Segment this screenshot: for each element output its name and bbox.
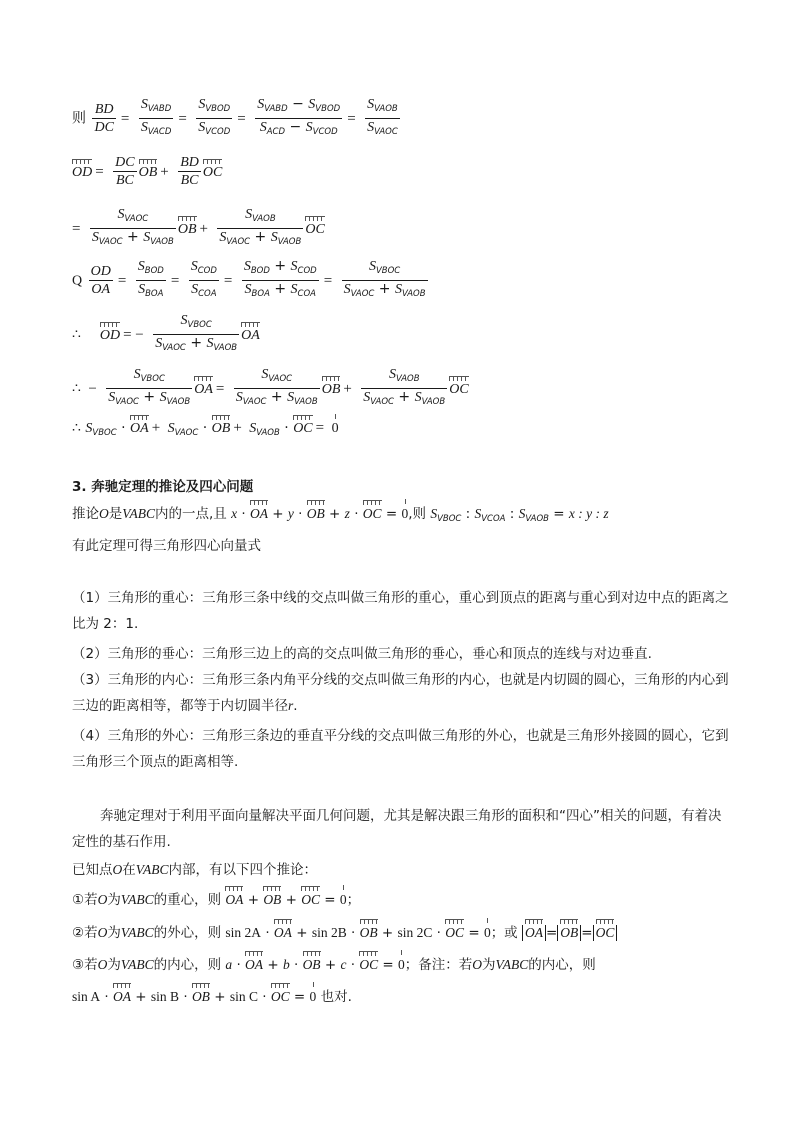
item-centroid: （1）三角形的重心：三角形三条中线的交点叫做三角形的重心，重心到顶点的距离与重心到对边中点的距离之比为 2：1. [72, 590, 729, 632]
derivation-line-2: OD = $\frac{DC}{BC}$ OB + $\frac{BD}{BC}$ OC [72, 155, 223, 188]
fraction-bd-dc: $\frac{BD}{DC}$ [94, 102, 114, 135]
derivation-line-1: 则 $\frac{BD}{DC}$ = $\frac{S_{VABD}}{S_{VACD}}$ = $\frac{S_{VBOD}}{S_{VCOD}}$ = $\frac{S_{VABD} - S_{VBOD}}{S_{ACD} - S_{VCOD}}$ = $\frac{S_{VAOB}}{S_{VAOC}}$ [72, 96, 402, 141]
derivation-line-5: ∴ OD = − $\frac{S_{VBOC}}{S_{VAOC} + S_{VAOB}}$ OA [72, 312, 260, 357]
item-incenter: （3）三角形的内心：三角形三条内角平分线的交点叫做三角形的内心，也就是内切圆的圆心，三角形的内心到三边的距离相等，都等于内切圆半径r. [72, 672, 729, 714]
closing-paragraph: 奔驰定理对于利用平面向量解决平面几何问题，尤其是解决跟三角形的面积和“四心”相关的问题，有着决定性的基石作用. [72, 808, 722, 850]
fraction-coef-ob: $\frac{S_{VAOC}}{S_{VAOC} + S_{VAOB}}$ [91, 207, 174, 247]
fraction-cod-coa: $\frac{S_{COD}}{S_{COA}}$ [190, 259, 217, 299]
therefore-symbol: ∴ [72, 327, 81, 343]
fraction-sboc: $\frac{S_{VBOC}}{S_{VAOC} + S_{VAOB}}$ [343, 259, 426, 299]
derivation-line-3: = $\frac{S_{VAOC}}{S_{VAOC} + S_{VAOB}}$ OB + $\frac{S_{VAOB}}{S_{VAOC} + S_{VAOB}}$ OC [72, 206, 325, 251]
fraction-sabd-sacd: $\frac{S_{VABD}}{S_{VACD}}$ [140, 97, 172, 137]
fraction-neg-coef: $\frac{S_{VBOC}}{S_{VAOC} + S_{VAOB}}$ [155, 313, 238, 353]
fraction-dc-bc: $\frac{DC}{BC}$ [115, 155, 135, 188]
fraction-bd-bc: $\frac{BD}{BC}$ [180, 155, 199, 188]
fraction-l6-c: $\frac{S_{VAOB}}{S_{VAOC} + S_{VAOB}}$ [363, 367, 446, 407]
item-circumcenter: （4）三角形的外心：三角形三条边的垂直平分线的交点叫做三角形的外心，也就是三角形外接圆的圆心，它到三角形三个顶点的距离相等. [72, 728, 729, 770]
fraction-sbod-scod: $\frac{S_{VBOD}}{S_{VCOD}}$ [198, 97, 231, 137]
fraction-bod-boa: $\frac{S_{BOD}}{S_{BOA}}$ [137, 259, 164, 299]
conclusion-1: ①若O为VABC的重心，则 OA + OB + OC = 0； [72, 892, 361, 908]
fraction-l6-b: $\frac{S_{VAOC}}{S_{VAOC} + S_{VAOB}}$ [235, 367, 318, 407]
four-centers-intro: 有此定理可得三角形四心向量式 [72, 538, 261, 554]
vector-oc: OC [203, 163, 222, 183]
vector-od: OD [72, 163, 92, 183]
fraction-coef-oc: $\frac{S_{VAOB}}{S_{VAOC} + S_{VAOB}}$ [219, 207, 302, 247]
derivation-line-6: ∴ − $\frac{S_{VBOC}}{S_{VAOC} + S_{VAOB}}$ OA = $\frac{S_{VAOC}}{S_{VAOC} + S_{VAOB}}$ OB + $\frac{S_{VAOB}}{S_{VAOC} + S_{VAOB}}$ OC [72, 366, 469, 411]
derivation-line-4: Q $\frac{OD}{OA}$ = $\frac{S_{BOD}}{S_{BOA}}$ = $\frac{S_{COD}}{S_{COA}}$ = $\frac{S_{BOD} + S_{COD}}{S_{BOA} + S_{COA}}$ = $\frac{S_{VBOC}}{S_{VAOC} + S_{VAOB}}$ [72, 258, 430, 303]
fraction-l6-a: $\frac{S_{VBOC}}{S_{VAOC} + S_{VAOB}}$ [108, 367, 191, 407]
then-text: 则 [72, 110, 86, 127]
known-line: 已知点O在VABC内部，有以下四个推论： [72, 862, 317, 878]
vector-ob: OB [139, 163, 158, 183]
fraction-sum-ratio: $\frac{S_{BOD} + S_{COD}}{S_{BOA} + S_{COA}}$ [243, 258, 317, 299]
zero-vector: 0 [332, 419, 339, 439]
fraction-difference: $\frac{S_{VABD} - S_{VBOD}}{S_{ACD} - S_{VCOD}}$ [257, 96, 341, 137]
because-symbol: Q [72, 273, 83, 289]
section-3-heading: 3. 奔驰定理的推论及四心问题 [72, 479, 254, 495]
conclusion-3: ③若O为VABC的内心，则 a · OA + b · OB + c · OC = 0；备注：若O为VABC的内心，则 [72, 957, 596, 973]
item-orthocenter: （2）三角形的垂心：三角形三边上的高的交点叫做三角形的垂心，垂心和顶点的连线与对边垂直. [72, 646, 652, 662]
conclusion-3-continued: sin A · OA + sin B · OB + sin C · OC = 0 也对. [72, 989, 352, 1005]
fraction-saob-saoc: $\frac{S_{VAOB}}{S_{VAOC}}$ [367, 97, 398, 137]
conclusion-2: ②若O为VABC的外心，则 sin 2A · OA + sin 2B · OB + sin 2C · OC = 0；或 OA = OB = OC [72, 923, 617, 943]
corollary-line: 推论O是VABC内的一点,且 x · OA + y · OB + z · OC = 0,则 $S_{VBOC}$ : $S_{VCOA}$ : $S_{VAOB} = x$ : y : z [72, 506, 609, 524]
fraction-od-oa: $\frac{OD}{OA}$ [90, 264, 111, 297]
derivation-line-7: ∴ $S_{VBOC}$ · OA + $S_{VAOC}$ · OB + $S_{VAOB}$ · OC = 0 [72, 420, 339, 438]
